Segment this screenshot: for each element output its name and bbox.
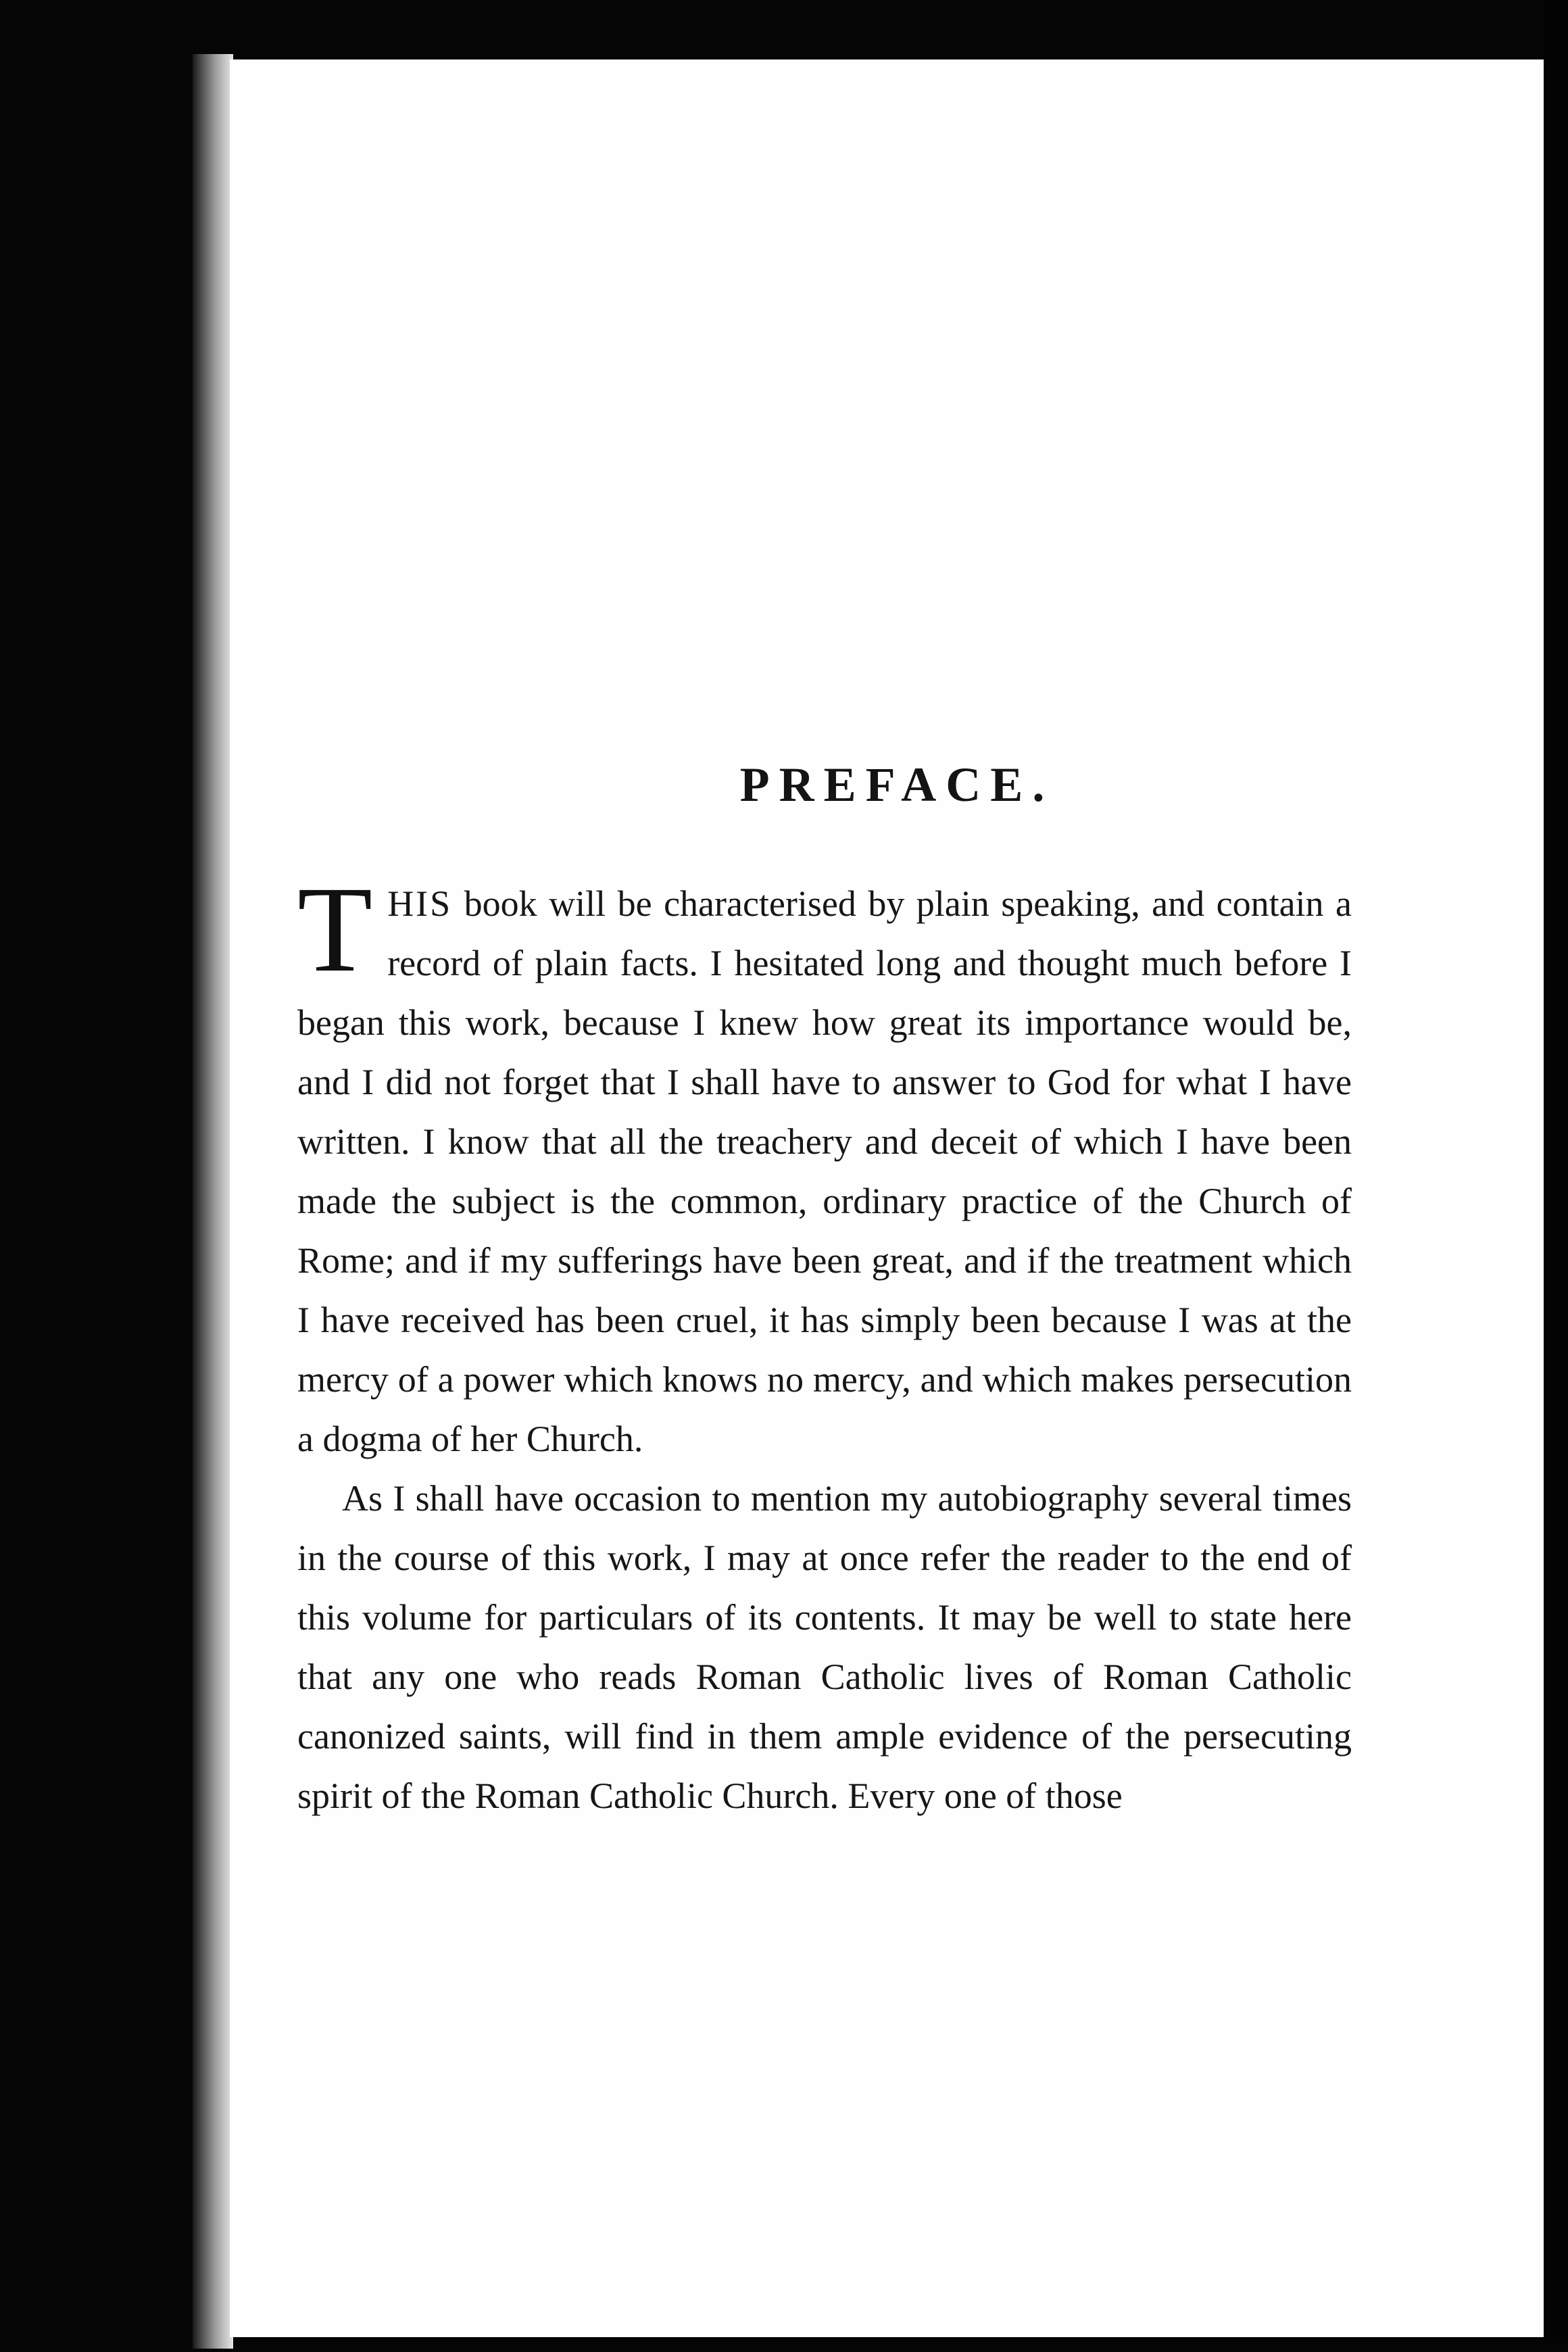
paragraph-2: As I shall have occasion to mention my autobiography several times in the course of this work, I may at once refer the reader to the end of this volume for particulars of its contents. It may be well to state here that any one who reads Roman Catholic lives of Roman Catholic canonized saints, will find in them ample evidence of the persecuting spirit of the Roman Catholic Church. Every one of those — [297, 1478, 1352, 1816]
drop-cap-letter: T — [297, 862, 373, 998]
book-page — [230, 59, 1544, 2337]
scan-left-border — [0, 0, 193, 2352]
page-body — [297, 862, 1352, 1826]
paragraph-1-text: book will be characterised by plain speaking, and contain a record of plain facts. I hesitated long and thought much before I began this work, because I knew how great its importance would be, and I did not forget that I shall have to answer to God for what I have written. I know that all the treachery and deceit of which I have been made the subject is the common, ordinary practice of the Church of Rome; and if my sufferings have been great, and if the treatment which I have received has been cruel, it has simply been because I was at the mercy of a power which knows no mercy, and which makes persecution a dogma of her Church. — [297, 883, 1352, 1459]
paragraph-1 — [297, 862, 1352, 1469]
scan-bottom-border — [0, 2337, 1568, 2352]
scan-top-border — [0, 0, 1568, 57]
book-gutter-shadow — [193, 54, 233, 2349]
lead-in-caps: HIS — [387, 883, 453, 924]
page-title: PREFACE. — [739, 758, 1054, 812]
scan-right-border — [1544, 0, 1568, 2352]
